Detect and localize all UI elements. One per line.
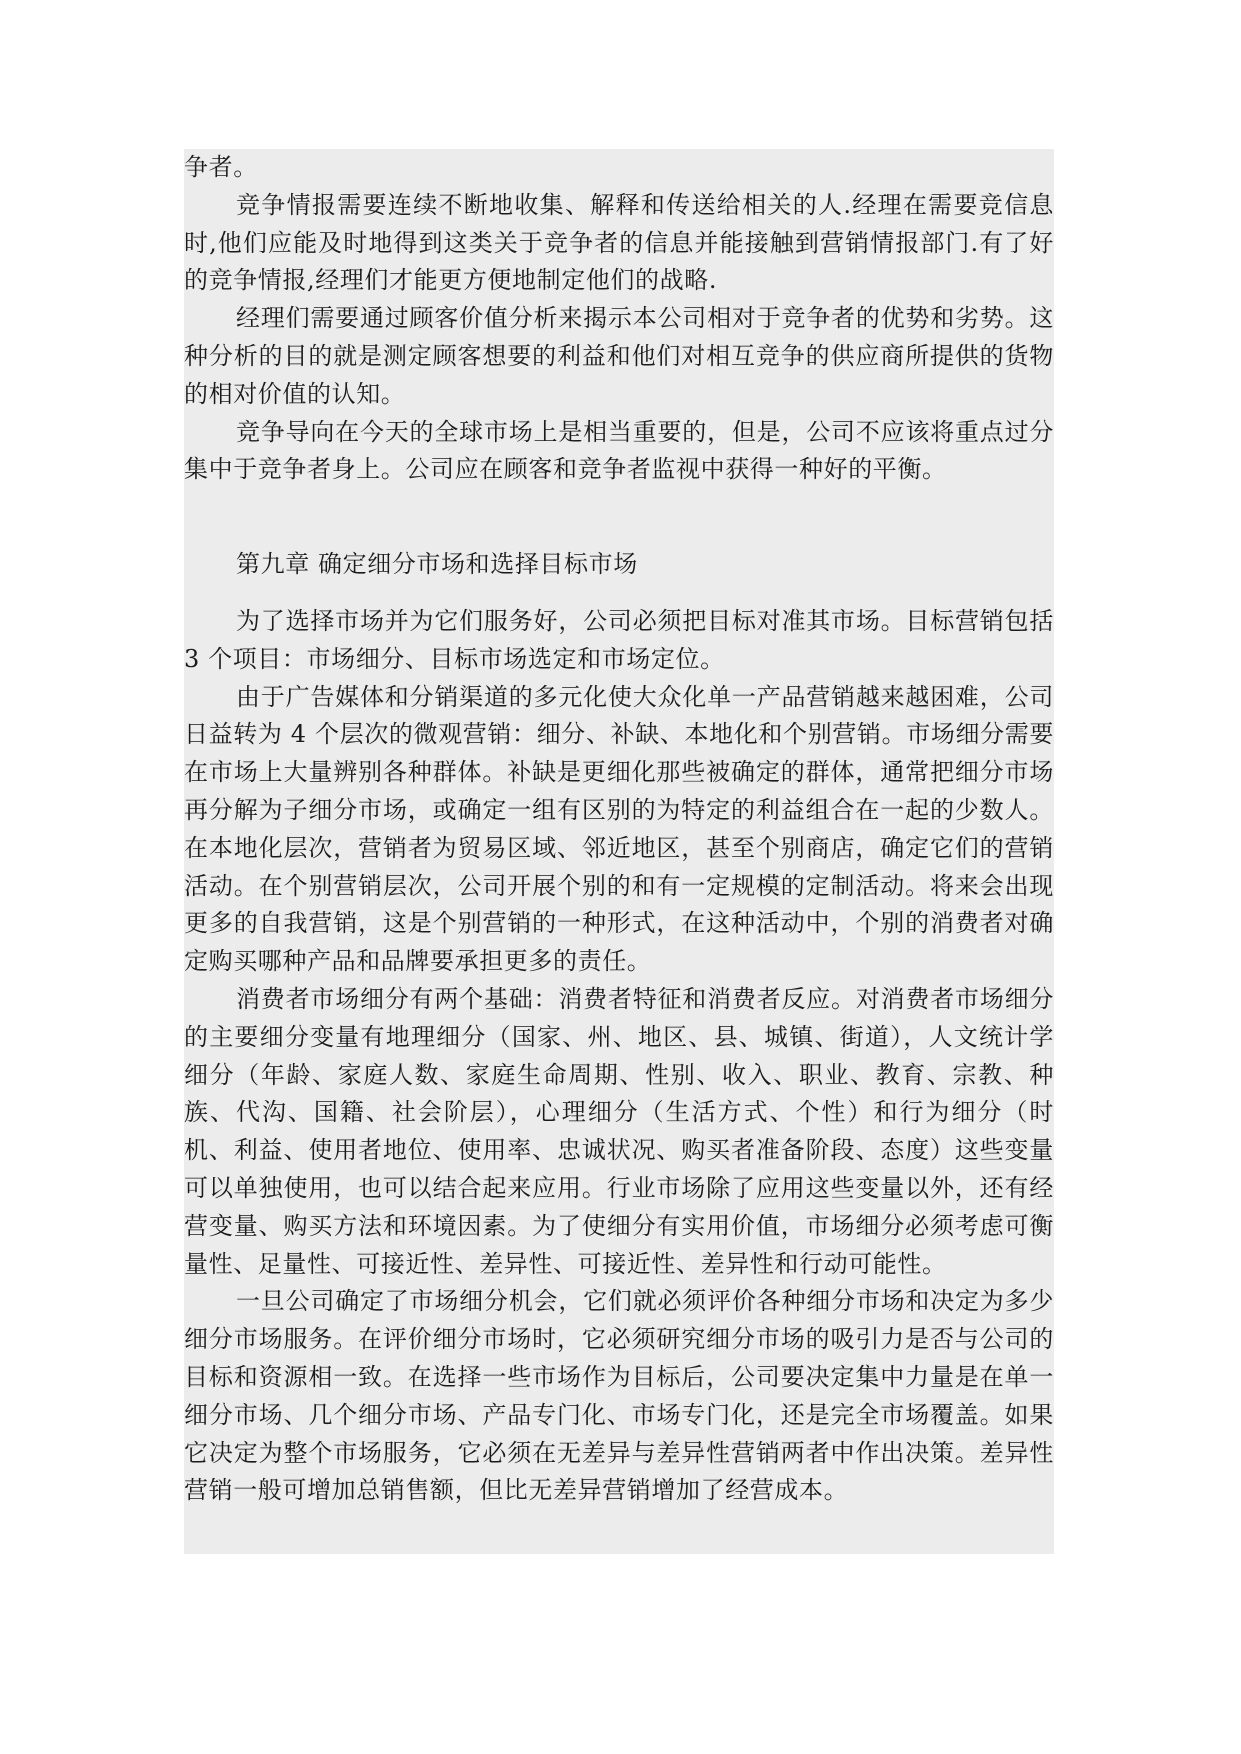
paragraph-micromarketing: 由于广告媒体和分销渠道的多元化使大众化单一产品营销越来越困难，公司日益转为 4 个层次的微观营销：细分、补缺、本地化和个别营销。市场细分需要在市场上大量辨别各种群体。补缺是更细化那些被确定的群体，通常把细分市场再分解为子细分市场，或确定一组有区别的为特定的利益组合在一起的少数人。在本地化层次，营销者为贸易区域、邻近地区，甚至个别商店，确定它们的营销活动。在个别营销层次，公司开展个别的和有一定规模的定制活动。将来会出现更多的自我营销，这是个别营销的一种形式，在这种活动中，个别的消费者对确定购买哪种产品和品牌要承担更多的责任。 (184, 682, 1054, 976)
paragraph-competitive-intelligence: 竞争情报需要连续不断地收集、解释和传送给相关的人.经理在需要竞信息时,他们应能及时地得到这类关于竞争者的信息并能接触到营销情报部门.有了好的竞争情报,经理们才能更方便地制定他们的战略. (184, 190, 1054, 295)
paragraph-segmentation-bases: 消费者市场细分有两个基础：消费者特征和消费者反应。对消费者市场细分的主要细分变量有地理细分（国家、州、地区、县、城镇、街道），人文统计学细分（年龄、家庭人数、家庭生命周期、性别、收入、职业、教育、宗教、种族、代沟、国籍、社会阶层），心理细分（生活方式、个性）和行为细分（时机、利益、使用者地位、使用率、忠诚状况、购买者准备阶段、态度）这些变量可以单独使用，也可以结合起来应用。行业市场除了应用这些变量以外，还有经营变量、购买方法和环境因素。为了使细分有实用价值，市场细分必须考虑可衡量性、足量性、可接近性、差异性、可接近性、差异性和行动可能性。 (184, 984, 1054, 1278)
text-block-before-chapter (184, 149, 1054, 527)
paragraph-competitive-orientation: 竞争导向在今天的全球市场上是相当重要的，但是，公司不应该将重点过分集中于竞争者身上。公司应在顾客和竞争者监视中获得一种好的平衡。 (184, 417, 1054, 484)
chapter-heading-block (184, 527, 1054, 603)
paragraph-target-marketing: 为了选择市场并为它们服务好，公司必须把目标对准其市场。目标营销包括 3 个项目：市场细分、目标市场选定和市场定位。 (184, 607, 1054, 673)
paragraph-continuation: 争者。 (184, 153, 258, 181)
text-block-after-chapter (184, 603, 1054, 1554)
paragraph-customer-value-analysis: 经理们需要通过顾客价值分析来揭示本公司相对于竞争者的优势和劣势。这种分析的目的就是测定顾客想要的利益和他们对相互竞争的供应商所提供的货物的相对价值的认知。 (184, 304, 1054, 408)
paragraph-segment-evaluation: 一旦公司确定了市场细分机会，它们就必须评价各种细分市场和决定为多少细分市场服务。在评价细分市场时，它必须研究细分市场的吸引力是否与公司的目标和资源相一致。在选择一些市场作为目标后，公司要决定集中力量是在单一细分市场、几个细分市场、产品专门化、市场专门化，还是完全市场覆盖。如果它决定为整个市场服务，它必须在无差异与差异性营销两者中作出决策。差异性营销一般可增加总销售额，但比无差异营销增加了经营成本。 (184, 1287, 1054, 1505)
chapter-title: 第九章 确定细分市场和选择目标市场 (236, 550, 638, 578)
